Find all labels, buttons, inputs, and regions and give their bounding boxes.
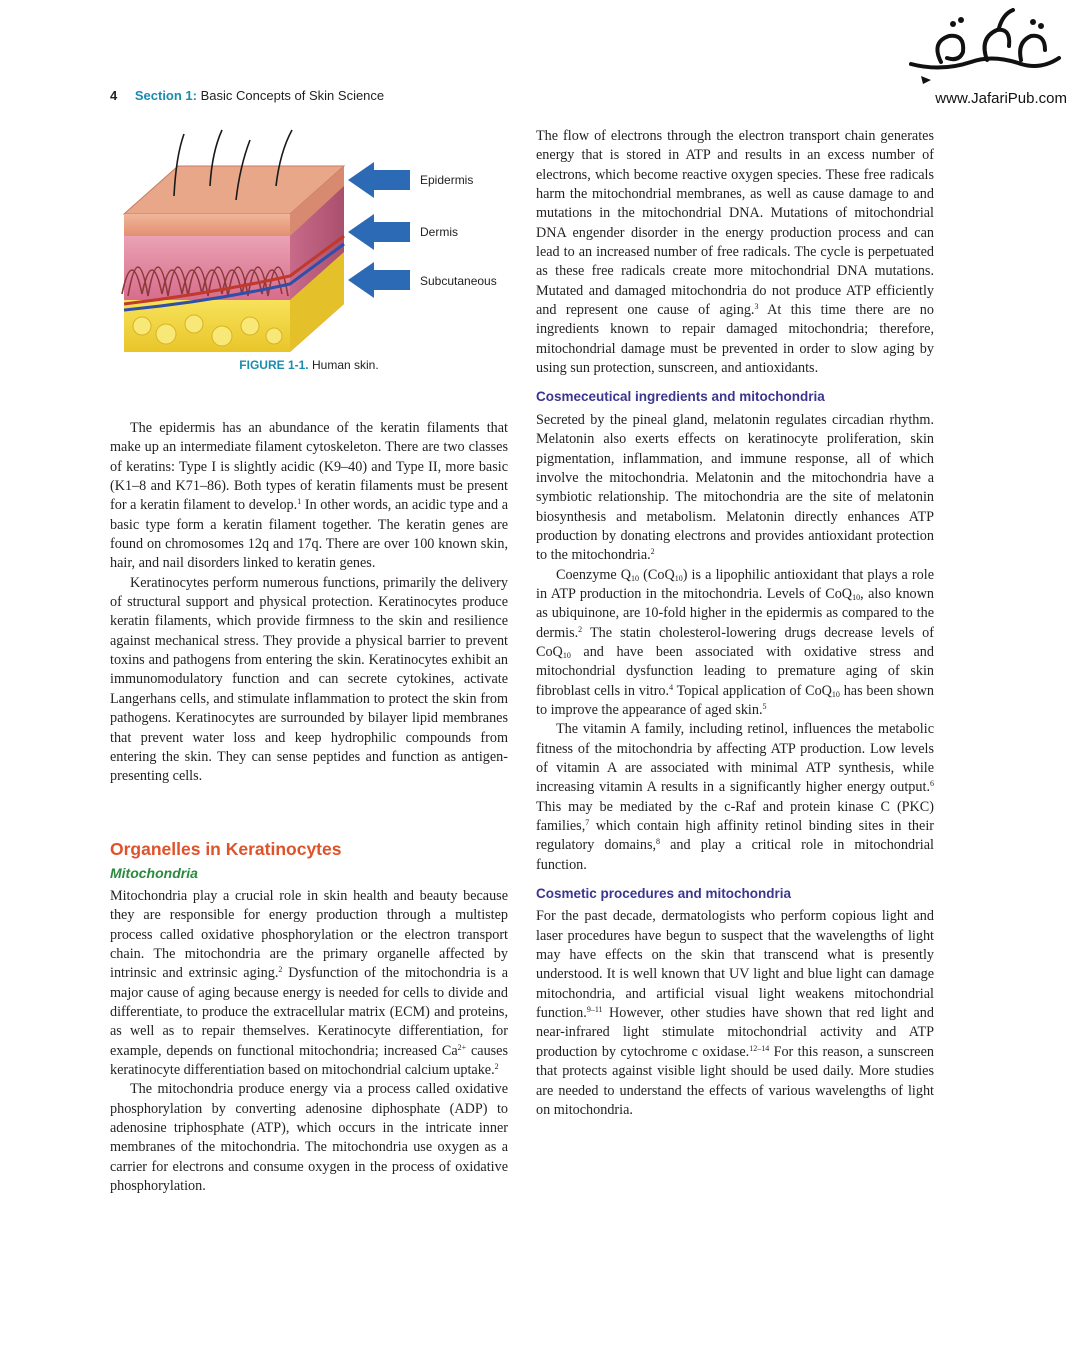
left-column-upper — [110, 419, 508, 787]
paragraph-light-procedures: For the past decade, dermatologists who perform copious light and laser procedures have begun to suspect that the wavelengths of light may have effects on the skin that transcend what is presently understood. It is well known that UV light and blue light can damage mitochondria, and artificial visual light weakens mitochondrial function.$^{9-11}$ However, other studies have shown that red light and near-infrared light stimulate mitochondrial activity and ATP production by cytochrome c oxidase.$^{12-14}$ For this reason, a sunscreen that protects against visible light should be used daily. More studies are needed to understand the effects of various wavelengths of light on mitochondria. — [536, 908, 934, 1118]
paragraph-keratin: The epidermis has an abundance of the keratin filaments that make up an intermediate filament cytoskeleton. There are two classes of keratins: Type I is slightly acidic (K9–40) and Type II, more basic (K1–8 and K71–86). Both types of keratin filaments must be present for a keratin filament to develop.$^1$ In other words, an acidic type and a basic type form a keratin filament together. The keratin genes are found on chromosomes 12q and 17q. There are over 100 known skin, hair, and nail disorders linked to keratin genes. — [110, 420, 508, 572]
paragraph-vitamin-a: The vitamin A family, including retinol, influences the metabolic fitness of the mitochondria by affecting ATP production. Low levels of vitamin A are associated with minimal ATP synthesis, while increasing vitamin A results in a significantly higher energy output.$^6$ This may be mediated by the c-Raf and protein kinase C (PKC) families,$^7$ which contain high affinity retinol binding sites in their regulatory domains,$^8$ and play a critical role in mitochondrial function. — [536, 721, 934, 873]
heading-cosmeceutical: Cosmeceutical ingredients and mitochondria — [536, 389, 825, 405]
publisher-url: www.JafariPub.com — [935, 90, 1067, 107]
left-column-lower — [110, 887, 508, 1197]
paragraph-keratinocytes: Keratinocytes perform numerous functions, primarily the delivery of structural support and physical protection. Keratinocytes produce keratin filaments, which provide firmness to the skin and resilience against mechanical stress. They provide a physical barrier to prevent toxins and pathogens from entering the skin. Keratinocytes exhibit an immunomodulatory function and can secrete cytokines, activate Langerhans cells, and stimulate inflammation to protect the skin from pathogens. Keratinocytes are surrounded by bilayer lipid membranes that prevent water loss and keep hydrophilic compounds from entering the skin. They can sense peptides and function as antigen-presenting cells. — [110, 574, 508, 785]
paragraph-electron-flow: The flow of electrons through the electron transport chain generates energy that is stored in ATP and results in an excess number of electrons, which become reactive oxygen species. These free radicals harm the mitochondrial membranes, as well as cause damage to and mutations in the mitochondrial DNA. Mutations of mitochondrial DNA engender disorder in the energy production process and can lead to an increased number of free radicals. The cycle is perpetuated as these free radicals create more mitochondrial DNA mutations. Mutated and damaged mitochondria do not produce ATP efficiently and represent one cause of aging.$^3$ At this time there are no ingredients known to repair damaged mitochondria; therefore, mitochondrial damage must be prevented in order to slow aging by using sun protection, sunscreen, and antioxidants. — [536, 128, 934, 377]
paragraph-coq10: Coenzyme $Q_{10}$ (CoQ$_{10}$) is a lipophilic antioxidant that plays a role in ATP production in the mitochondria. Levels of CoQ$_{10}$, also known as ubiquinone, are 10-fold higher in the epidermis as compared to the dermis.$^2$ The statin cholesterol-lowering drugs decrease levels of CoQ$_{10}$ and have been associated with oxidative stress and mitochondrial dysfunction leading to premature aging of skin fibroblast cells in vitro.$^4$ Topical application of CoQ$_{10}$ has been shown to improve the appearance of aged skin.$^5$ — [536, 566, 934, 718]
paragraph-mitochondria-role: Mitochondria play a crucial role in skin health and beauty because they are responsible for energy production through a multistep process called oxidative phosphorylation or the electron transport chain. The mitochondria are the primary organelle affected by intrinsic and extrinsic aging.$^2$ Dysfunction of the mitochondria is a major cause of aging because energy is needed for cells to divide and differentiate, to produce the extracellular matrix (ECM) and proteins, as well as to repair themselves. Keratinocyte differentiation, for example, depends on functional mitochondria; increased $Ca^{2+}$ causes keratinocyte differentiation based on mitochondrial calcium uptake.$^2$ — [110, 888, 509, 1079]
paragraph-oxidative-phosphorylation: The mitochondria produce energy via a process called oxidative phosphorylation by converting adenosine diphosphate (ADP) to adenosine triphosphate (ATP), which occurs in the intricate inner membranes of the mitochondria. The mitochondria use oxygen as a carrier for electrons and consume oxygen in the process of oxidative phosphorylation. — [110, 1081, 508, 1195]
figure-caption-label: FIGURE 1-1. — [239, 358, 309, 372]
paragraph-melatonin: Secreted by the pineal gland, melatonin regulates circadian rhythm. Melatonin also exerts effects on keratinocyte proliferation, skin pigmentation, inflammation, and immune response, all of which involve the mitochondria. Melatonin and the mitochondria have a symbiotic relationship. The mitochondria are the site of melatonin biosynthesis and metabolism. Melatonin directly enhances ATP production by donating electrons and provides antioxidant protection to the mitochondria.$^2$ — [536, 411, 934, 564]
page-number: 4 — [110, 88, 118, 103]
subheading-mitochondria: Mitochondria — [110, 865, 198, 881]
figure-caption — [110, 358, 508, 372]
section-title: Basic Concepts of Skin Science — [200, 88, 385, 103]
label-epidermis: Epidermis — [420, 173, 474, 187]
publisher-logo — [901, 6, 1067, 107]
calligraphy-logo-icon — [901, 6, 1067, 88]
human-skin-illustration — [118, 126, 518, 358]
heading-cosmetic-procedures: Cosmetic procedures and mitochondria — [536, 886, 792, 902]
section-label: Section 1: — [134, 88, 197, 103]
running-header — [110, 88, 384, 103]
label-dermis: Dermis — [420, 225, 458, 239]
skin-figure — [118, 126, 518, 358]
section-heading-organelles: Organelles in Keratinocytes — [110, 839, 342, 859]
label-subcutaneous: Subcutaneous — [420, 274, 497, 288]
right-column — [536, 127, 934, 1120]
figure-caption-text: Human skin. — [312, 358, 379, 372]
